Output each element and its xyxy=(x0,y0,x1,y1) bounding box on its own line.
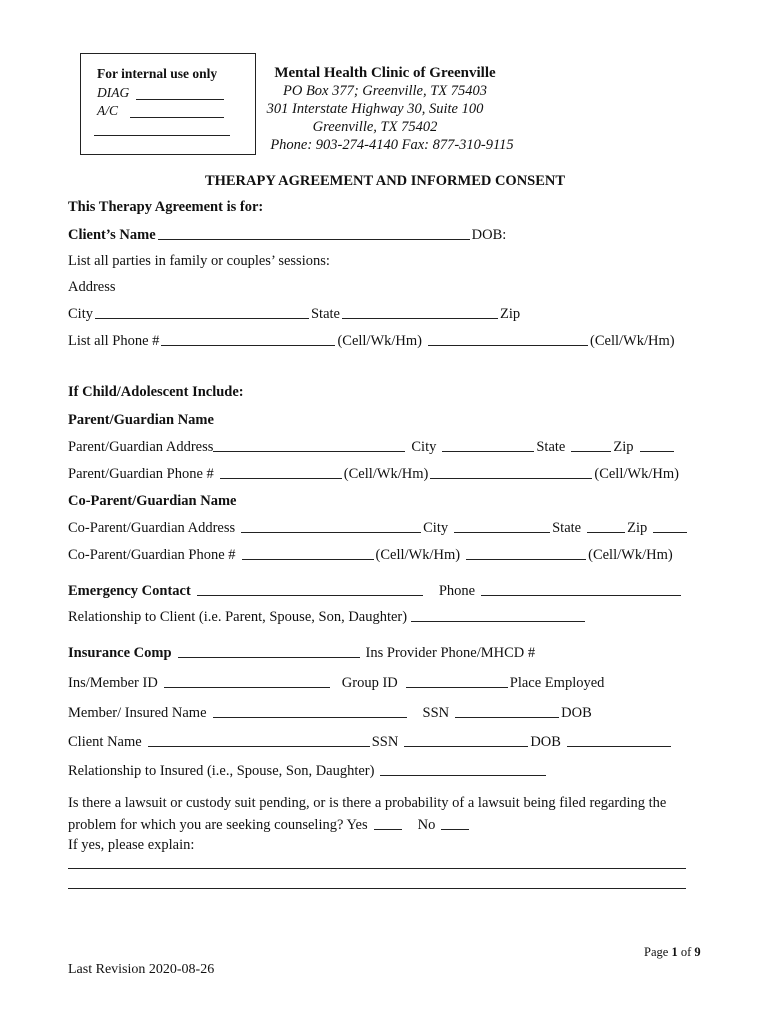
place-employed-label: Place Employed xyxy=(509,675,605,691)
emergency-phone-label: Phone xyxy=(438,583,476,599)
city-field[interactable] xyxy=(95,318,309,319)
clinic-address-2: 301 Interstate Highway 30, Suite 100 xyxy=(266,101,484,117)
coguardian-address-label: Co-Parent/Guardian Address xyxy=(68,520,236,536)
phone-field-2[interactable] xyxy=(428,345,588,346)
emergency-relationship-row xyxy=(68,606,700,626)
clinic-address-3: Greenville, TX 75402 xyxy=(312,119,438,135)
lawsuit-question-line-2: problem for which you are seeking counseling? Yes xyxy=(68,817,368,833)
insured-client-dob-label: DOB xyxy=(530,734,561,750)
city-label: City xyxy=(68,306,93,322)
member-name-label: Member/ Insured Name xyxy=(68,705,207,721)
guardian-phone-field-1[interactable] xyxy=(220,478,342,479)
last-revision: Last Revision 2020-08-26 xyxy=(68,962,215,977)
guardian-address-row xyxy=(68,436,700,456)
guardian-phone-type-2: (Cell/Wk/Hm) xyxy=(594,466,679,482)
coguardian-phone-type-1: (Cell/Wk/Hm) xyxy=(375,547,461,563)
member-dob-label: DOB xyxy=(561,705,592,721)
insured-client-ssn-field[interactable] xyxy=(404,746,528,747)
coguardian-zip-field[interactable] xyxy=(653,532,687,533)
client-dob-label: DOB: xyxy=(471,227,507,243)
member-name-field[interactable] xyxy=(213,717,407,718)
insured-client-name-label: Client Name xyxy=(68,734,142,750)
lawsuit-explain-line-2[interactable] xyxy=(68,868,686,869)
address-label: Address xyxy=(68,279,116,295)
member-id-field[interactable] xyxy=(164,687,330,688)
emergency-contact-label: Emergency Contact xyxy=(68,583,191,599)
emergency-phone-field[interactable] xyxy=(481,595,681,596)
parties-row xyxy=(68,250,700,270)
coguardian-phone-label: Co-Parent/Guardian Phone # xyxy=(68,547,236,563)
phone-field-1[interactable] xyxy=(161,345,335,346)
guardian-phone-type-1: (Cell/Wk/Hm) xyxy=(343,466,429,482)
page-current: 1 xyxy=(671,945,678,959)
address-row xyxy=(68,276,700,296)
emergency-relationship-label: Relationship to Client (i.e. Parent, Spouse, Son, Daughter) xyxy=(68,609,408,625)
guardian-city-field[interactable] xyxy=(442,451,534,452)
guardian-phone-row xyxy=(68,463,700,483)
guardian-address-field[interactable] xyxy=(213,451,405,452)
internal-use-heading: For internal use only xyxy=(97,66,218,81)
city-state-zip-row xyxy=(68,303,700,323)
emergency-relationship-field[interactable] xyxy=(411,621,585,622)
coguardian-phone-field-1[interactable] xyxy=(242,559,374,560)
parties-label: List all parties in family or couples’ sessions: xyxy=(68,253,330,269)
coguardian-phone-row xyxy=(68,544,700,564)
group-id-label: Group ID xyxy=(341,675,398,691)
coguardian-phone-field-2[interactable] xyxy=(466,559,586,560)
child-heading: If Child/Adolescent Include: xyxy=(68,384,244,400)
lawsuit-no-field[interactable] xyxy=(441,829,469,830)
guardian-state-field[interactable] xyxy=(571,451,611,452)
state-label: State xyxy=(310,306,340,322)
coguardian-zip-label: Zip xyxy=(627,520,648,536)
emergency-contact-field[interactable] xyxy=(197,595,423,596)
coguardian-name-label: Co-Parent/Guardian Name xyxy=(68,493,237,509)
coguardian-phone-type-2: (Cell/Wk/Hm) xyxy=(588,547,673,563)
clinic-phone-fax: Phone: 903-274-4140 Fax: 877-310-9115 xyxy=(270,137,514,153)
lawsuit-no-label: No xyxy=(417,817,436,833)
page-prefix: Page xyxy=(644,945,669,959)
member-ssn-field[interactable] xyxy=(455,717,559,718)
coguardian-state-field[interactable] xyxy=(587,532,625,533)
insured-client-ssn-label: SSN xyxy=(371,734,399,750)
guardian-name-label: Parent/Guardian Name xyxy=(68,412,214,428)
lawsuit-question-line-1: Is there a lawsuit or custody suit pending, or is there a probability of a lawsuit being filed regarding the xyxy=(68,795,667,811)
page-number xyxy=(644,945,701,960)
provider-phone-label: Ins Provider Phone/MHCD # xyxy=(365,645,536,661)
phone-label: List all Phone # xyxy=(68,333,160,349)
guardian-phone-label: Parent/Guardian Phone # xyxy=(68,466,214,482)
insured-relationship-field[interactable] xyxy=(380,775,546,776)
insured-relationship-label: Relationship to Insured (i.e., Spouse, Son, Daughter) xyxy=(68,763,375,779)
insured-client-name-field[interactable] xyxy=(148,746,370,747)
member-name-row xyxy=(68,702,700,722)
guardian-state-label: State xyxy=(536,439,566,455)
agreement-for-label: This Therapy Agreement is for: xyxy=(68,199,264,215)
member-id-label: Ins/Member ID xyxy=(68,675,158,691)
lawsuit-explain-label: If yes, please explain: xyxy=(68,837,195,853)
lawsuit-explain-line-3[interactable] xyxy=(68,888,686,889)
group-id-field[interactable] xyxy=(406,687,508,688)
lawsuit-yes-field[interactable] xyxy=(374,829,402,830)
insurance-comp-label: Insurance Comp xyxy=(68,645,172,661)
client-name-field[interactable] xyxy=(158,239,470,240)
diag-field[interactable] xyxy=(136,99,224,100)
phone-type-1: (Cell/Wk/Hm) xyxy=(337,333,423,349)
clinic-address-1: PO Box 377; Greenville, TX 75403 xyxy=(282,83,488,99)
client-name-label: Client’s Name xyxy=(68,227,156,243)
phone-row xyxy=(68,330,700,350)
member-id-row xyxy=(68,672,700,692)
insurance-comp-field[interactable] xyxy=(178,657,360,658)
emergency-row xyxy=(68,580,700,600)
coguardian-name-row xyxy=(68,490,700,510)
insured-client-row xyxy=(68,731,700,751)
coguardian-address-field[interactable] xyxy=(241,532,421,533)
state-field[interactable] xyxy=(342,318,498,319)
lawsuit-question-row xyxy=(68,814,700,834)
insured-client-dob-field[interactable] xyxy=(567,746,671,747)
coguardian-address-row xyxy=(68,517,700,537)
guardian-city-label: City xyxy=(411,439,437,455)
coguardian-state-label: State xyxy=(552,520,582,536)
ac-label: A/C xyxy=(97,103,119,118)
guardian-zip-label: Zip xyxy=(613,439,634,455)
document-title: THERAPY AGREEMENT AND INFORMED CONSENT xyxy=(204,173,566,189)
page-of: of xyxy=(680,945,692,959)
guardian-address-label: Parent/Guardian Address xyxy=(68,439,214,455)
page-total: 9 xyxy=(694,945,701,959)
coguardian-city-field[interactable] xyxy=(454,532,550,533)
client-name-row xyxy=(68,224,700,244)
ac-field[interactable] xyxy=(130,117,224,118)
coguardian-city-label: City xyxy=(423,520,449,536)
insurance-comp-row xyxy=(68,642,700,662)
diag-label: DIAG xyxy=(97,85,130,100)
phone-type-2: (Cell/Wk/Hm) xyxy=(590,333,675,349)
zip-label: Zip xyxy=(499,306,521,322)
guardian-name-row xyxy=(68,409,700,429)
lawsuit-explain-row xyxy=(68,834,700,854)
guardian-zip-field[interactable] xyxy=(640,451,674,452)
insured-relationship-row xyxy=(68,760,700,780)
clinic-name: Mental Health Clinic of Greenville xyxy=(274,65,496,81)
guardian-phone-field-2[interactable] xyxy=(430,478,592,479)
internal-extra-field[interactable] xyxy=(94,135,230,136)
member-ssn-label: SSN xyxy=(422,705,450,721)
